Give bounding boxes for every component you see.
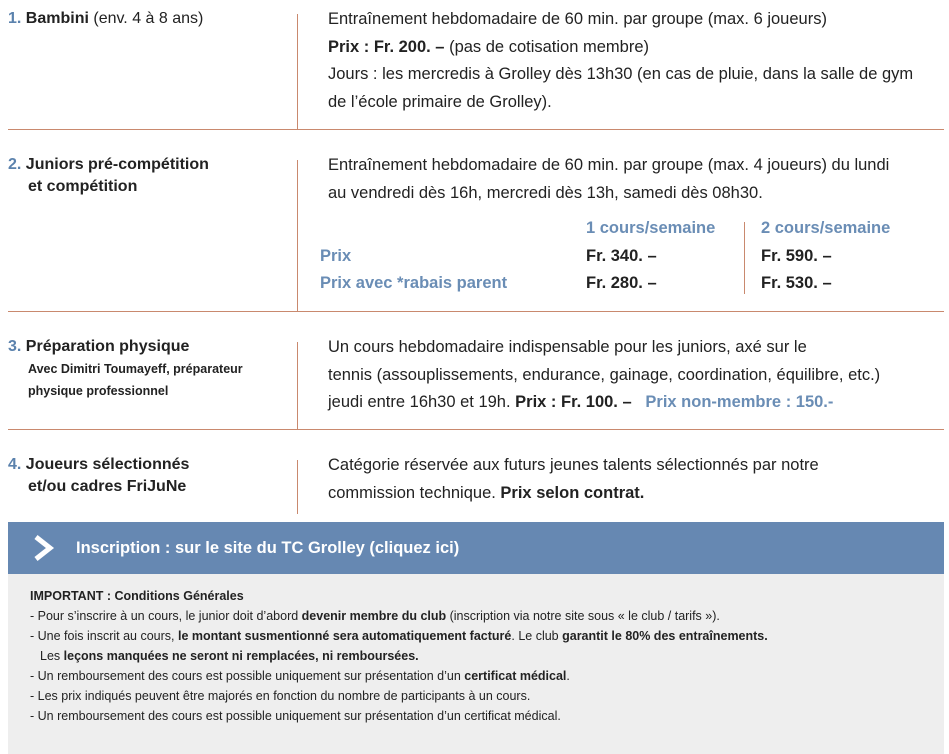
section-preparation-physique bbox=[8, 312, 944, 430]
condition-item bbox=[30, 646, 930, 666]
section-title-text: Juniors pré-compétition bbox=[25, 156, 209, 173]
section-number: 1. bbox=[8, 10, 22, 27]
price-row-label: Prix avec *rabais parent bbox=[320, 274, 508, 292]
column-divider bbox=[297, 160, 298, 312]
condition-item: - Un remboursement des cours est possible uniquement sur présentation d’un certificat médical. bbox=[30, 709, 561, 723]
section-bambini bbox=[8, 0, 944, 130]
description-line: tennis (assouplissements, endurance, gainage, coordination, équilibre, etc.) bbox=[328, 365, 881, 384]
section-number: 2. bbox=[8, 156, 22, 173]
column-divider bbox=[297, 342, 298, 430]
section-title bbox=[8, 154, 209, 198]
inscription-banner-link[interactable] bbox=[8, 522, 944, 574]
section-title bbox=[8, 336, 243, 402]
chevron-right-icon bbox=[30, 534, 58, 562]
condition-text: - Une fois inscrit au cours, bbox=[30, 629, 178, 643]
description-line: au vendredi dès 16h, mercredi dès 13h, samedi dès 08h30. bbox=[328, 183, 763, 202]
condition-text: . bbox=[566, 669, 570, 683]
price-note: (pas de cotisation membre) bbox=[444, 37, 649, 56]
section-joueurs-selectionnes bbox=[8, 430, 944, 522]
important-heading: IMPORTANT : Conditions Générales bbox=[30, 589, 244, 603]
price-col-header-1: 1 cours/semaine bbox=[586, 219, 716, 237]
price-row-label: Prix bbox=[320, 247, 352, 265]
section-subtitle: Avec Dimitri Toumayeff, préparateur bbox=[28, 362, 243, 376]
condition-text: - Pour s’inscrire à un cours, le junior doit d’abord bbox=[30, 609, 302, 623]
section-title-text: Bambini bbox=[25, 10, 89, 27]
section-title bbox=[8, 8, 203, 30]
condition-item bbox=[30, 626, 930, 646]
condition-text: . Le club bbox=[511, 629, 563, 643]
price-value: Fr. 280. – bbox=[586, 274, 657, 292]
price-value: Fr. 590. – bbox=[761, 247, 832, 265]
condition-text: (inscription via notre site sous « le club / tarifs »). bbox=[446, 609, 720, 623]
condition-bold: le montant susmentionné sera automatiquement facturé bbox=[177, 629, 512, 643]
description-line: Entraînement hebdomadaire de 60 min. par groupe (max. 6 joueurs) bbox=[328, 10, 827, 28]
price-value: Fr. 530. – bbox=[761, 274, 832, 292]
description-line bbox=[328, 389, 944, 417]
inscription-banner-text: Inscription : sur le site du TC Grolley (cliquez ici) bbox=[76, 539, 460, 557]
description-line: Entraînement hebdomadaire de 60 min. par groupe (max. 4 joueurs) du lundi bbox=[328, 156, 890, 174]
condition-item bbox=[30, 666, 930, 686]
section-title-text: et/ou cadres FriJuNe bbox=[28, 478, 187, 495]
section-title bbox=[8, 454, 189, 498]
condition-item bbox=[30, 606, 930, 626]
important-conditions bbox=[8, 574, 944, 754]
description-line bbox=[328, 34, 944, 62]
section-description bbox=[328, 452, 944, 507]
condition-item: - Les prix indiqués peuvent être majorés en fonction du nombre de participants à un cours. bbox=[30, 689, 531, 703]
column-divider bbox=[297, 460, 298, 514]
description-line: Un cours hebdomadaire indispensable pour les juniors, axé sur le bbox=[328, 338, 807, 356]
condition-text: - Un remboursement des cours est possible uniquement sur présentation d’un bbox=[30, 669, 465, 683]
price-col-header-2: 2 cours/semaine bbox=[761, 219, 891, 237]
description-line: Catégorie réservée aux futurs jeunes talents sélectionnés par notre bbox=[328, 456, 819, 474]
price-table-divider bbox=[744, 222, 745, 294]
section-number: 3. bbox=[8, 338, 22, 355]
section-title-text: Joueurs sélectionnés bbox=[25, 456, 190, 473]
section-number: 4. bbox=[8, 456, 22, 473]
condition-bold: garantit le 80% des entraînements. bbox=[562, 629, 768, 643]
condition-bold: certificat médical bbox=[464, 669, 567, 683]
description-line bbox=[328, 480, 944, 508]
section-title-text: Préparation physique bbox=[25, 338, 190, 355]
schedule-text: jeudi entre 16h30 et 19h. bbox=[328, 393, 516, 411]
condition-text: Les bbox=[40, 649, 64, 663]
price-non-member: Prix non-membre : 150.- bbox=[645, 393, 834, 411]
column-divider bbox=[297, 14, 298, 130]
price-value: Fr. 340. – bbox=[586, 247, 657, 265]
price-bold: Prix : Fr. 200. – bbox=[328, 37, 445, 56]
description-line: Jours : les mercredis à Grolley dès 13h30 (en cas de pluie, dans la salle de gym bbox=[328, 65, 914, 83]
condition-bold: leçons manquées ne seront ni remplacées, ni remboursées. bbox=[63, 649, 419, 663]
description-line: de l’école primaire de Grolley). bbox=[328, 92, 552, 111]
section-description bbox=[328, 334, 944, 417]
price-bold: Prix selon contrat. bbox=[500, 483, 645, 502]
condition-bold: devenir membre du club bbox=[301, 609, 447, 623]
section-description bbox=[328, 152, 944, 207]
section-title-text: et compétition bbox=[28, 178, 138, 195]
section-title-suffix: (env. 4 à 8 ans) bbox=[88, 10, 204, 27]
description-text: commission technique. bbox=[328, 483, 501, 502]
section-subtitle: physique professionnel bbox=[28, 384, 169, 398]
section-description bbox=[328, 6, 944, 116]
price-bold: Prix : Fr. 100. – bbox=[515, 393, 632, 411]
